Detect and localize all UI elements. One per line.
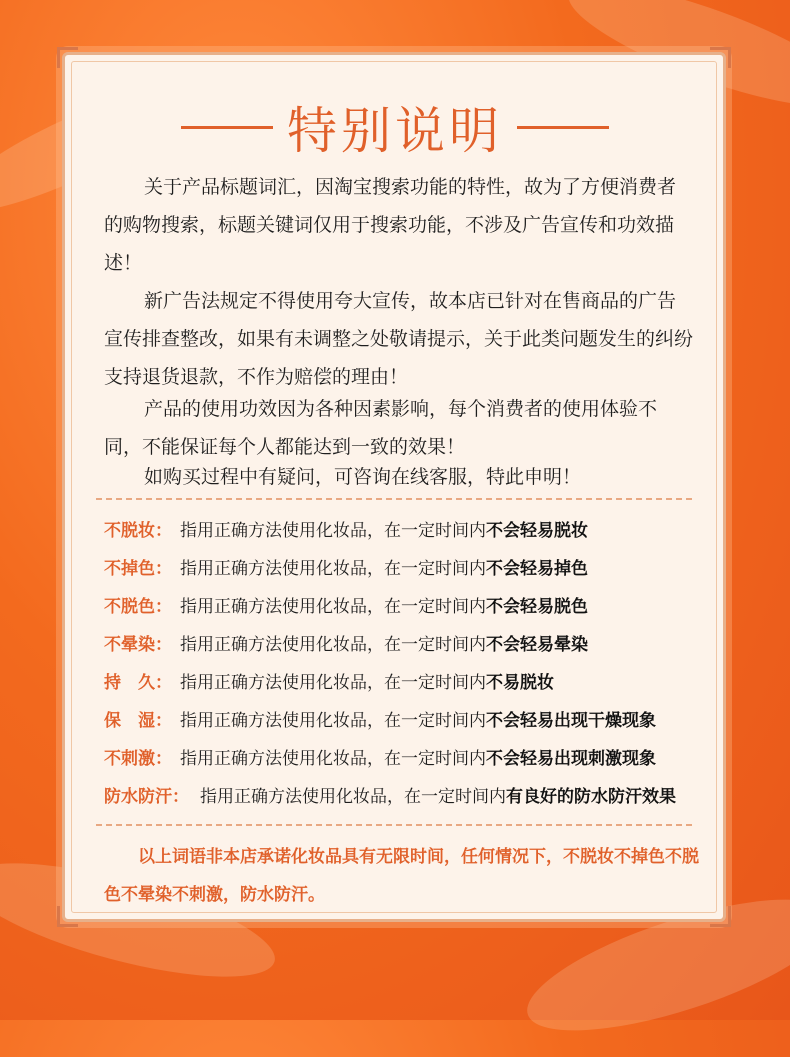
- definition-label: 不晕染：: [104, 634, 172, 655]
- title-line-right: [517, 126, 609, 129]
- corner-ornament: [710, 47, 731, 68]
- paragraph-effect: 产品的使用功效因为各种因素影响，每个消费者的使用体验不同，不能保证每个人都能达到一致的效果！: [104, 398, 658, 458]
- definition-row: [104, 628, 588, 656]
- definition-text: 指用正确方法使用化妆品，在一定时间内: [180, 596, 486, 617]
- corner-ornament: [710, 906, 731, 927]
- definition-row: [104, 780, 676, 808]
- corner-ornament: [57, 906, 78, 927]
- definition-emphasis: 不易脱妆: [486, 672, 554, 693]
- definition-text: 指用正确方法使用化妆品，在一定时间内: [180, 634, 486, 655]
- definition-label: 不脱色：: [104, 596, 172, 617]
- definition-label: 防水防汗：: [104, 786, 189, 807]
- page-title: 特别说明: [287, 102, 503, 160]
- definition-emphasis: 不会轻易脱妆: [486, 520, 588, 541]
- definition-text: 指用正确方法使用化妆品，在一定时间内: [180, 710, 486, 731]
- title-line-left: [181, 126, 273, 129]
- definition-row: [104, 514, 588, 542]
- definition-row: [104, 742, 656, 770]
- definition-label: 不脱妆：: [104, 520, 172, 541]
- footer-disclaimer: 以上词语非本店承诺化妆品具有无限时间，任何情况下，不脱妆不掉色不脱色不晕染不刺激，防水防汗。: [104, 847, 699, 905]
- definition-row: [104, 552, 588, 580]
- definition-text: 指用正确方法使用化妆品，在一定时间内: [180, 748, 486, 769]
- paragraph-keywords: 关于产品标题词汇，因淘宝搜索功能的特性，故为了方便消费者的购物搜索，标题关键词仅用于搜索功能，不涉及广告宣传和功效描述！: [104, 176, 677, 274]
- definition-text: 指用正确方法使用化妆品，在一定时间内: [180, 558, 486, 579]
- definition-text: 指用正确方法使用化妆品，在一定时间内: [180, 520, 486, 541]
- definition-row: [104, 590, 588, 618]
- definition-emphasis: 不会轻易掉色: [486, 558, 588, 579]
- definition-label: 保 湿：: [104, 710, 172, 731]
- definition-text: 指用正确方法使用化妆品，在一定时间内: [200, 786, 506, 807]
- definition-label: 持 久：: [104, 672, 172, 693]
- definition-emphasis: 不会轻易出现干燥现象: [486, 710, 656, 731]
- definition-label: 不刺激：: [104, 748, 172, 769]
- title-row: [0, 92, 790, 162]
- paragraph-ad-law: 新广告法规定不得使用夸大宣传，故本店已针对在售商品的广告宣传排查整改，如果有未调整之处敬请提示，关于此类问题发生的纠纷支持退货退款，不作为赔偿的理由！: [104, 290, 694, 388]
- dashed-divider: [96, 824, 692, 826]
- paragraph-contact: 如购买过程中有疑问，可咨询在线客服，特此申明！: [144, 466, 582, 488]
- definition-emphasis: 不会轻易出现刺激现象: [486, 748, 656, 769]
- definition-emphasis: 不会轻易晕染: [486, 634, 588, 655]
- definition-row: [104, 666, 554, 694]
- definition-emphasis: 不会轻易脱色: [486, 596, 588, 617]
- corner-ornament: [57, 47, 78, 68]
- definition-emphasis: 有良好的防水防汗效果: [506, 786, 676, 807]
- dashed-divider: [96, 498, 692, 500]
- definition-row: [104, 704, 656, 732]
- definition-text: 指用正确方法使用化妆品，在一定时间内: [180, 672, 486, 693]
- definition-label: 不掉色：: [104, 558, 172, 579]
